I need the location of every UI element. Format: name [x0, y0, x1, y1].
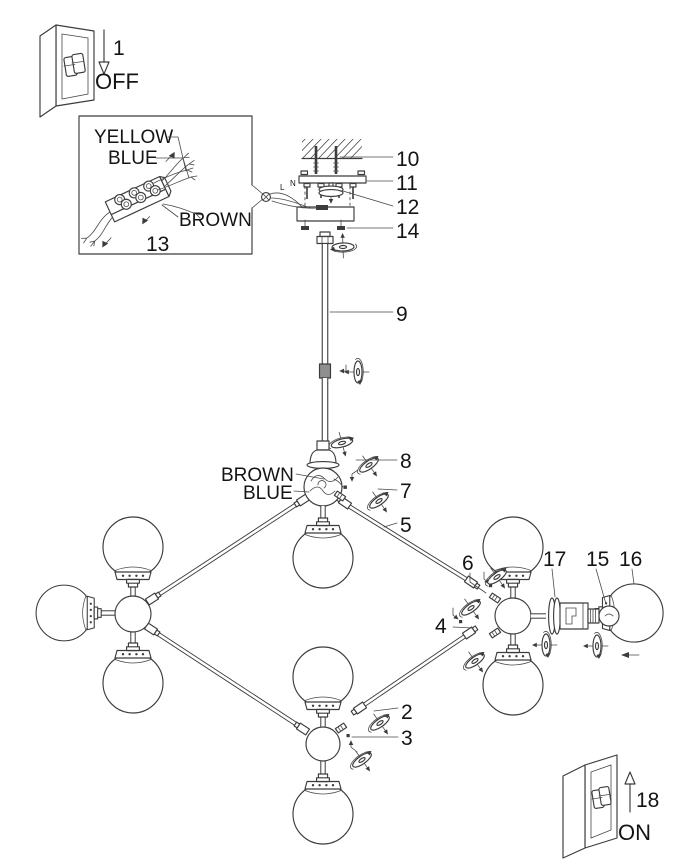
callout-14: 14: [396, 220, 420, 243]
wall-switch-on: [563, 755, 659, 858]
callout-9: 9: [396, 303, 408, 326]
canopy-wires: [270, 193, 318, 208]
left-hub: [36, 517, 163, 713]
light-bulb: [588, 606, 619, 626]
ceiling-mount: [262, 138, 370, 258]
switch-on-number: 18: [636, 789, 660, 812]
callout-15: 15: [586, 548, 610, 571]
grub-screw: [344, 486, 347, 489]
wire-label-brown: BROWN: [179, 210, 252, 231]
callout-17: 17: [543, 548, 567, 571]
hub-ball: [115, 596, 151, 632]
callout-11: 11: [396, 172, 418, 195]
top-hub: [221, 441, 398, 588]
hub-ball: [306, 727, 340, 761]
arm-top-right: [335, 495, 480, 590]
bar-end-screws: [301, 171, 365, 175]
glass-globe: [293, 647, 353, 717]
rotate-icon: [344, 358, 369, 385]
switch-on-label: ON: [618, 820, 651, 845]
grub-screw: [347, 734, 350, 737]
rotate-icon: [330, 233, 358, 259]
right-hub: [453, 517, 663, 715]
rotate-icon: [351, 449, 387, 485]
callout-5: 5: [400, 514, 412, 537]
switch-off-number: 1: [113, 37, 125, 60]
socket-flange: [549, 598, 561, 634]
hub-ball: [304, 468, 342, 506]
wall-switch-off: [40, 25, 139, 117]
grub-screw: [459, 620, 462, 623]
arm-bottom-right: [350, 625, 478, 716]
callout-12: 12: [396, 196, 420, 219]
lamp-socket: [560, 603, 588, 629]
rod-coupler: [320, 364, 331, 378]
glass-globe: [483, 645, 543, 715]
callout-10: 10: [396, 148, 420, 171]
callout-7: 7: [400, 480, 412, 503]
hub-ball: [495, 598, 531, 634]
rod-ferrule: [317, 441, 329, 450]
callout-16: 16: [619, 548, 643, 571]
arrow-down-icon: [99, 30, 109, 74]
arm-bottom-left: [144, 623, 309, 735]
hub-wire-label-blue: BLUE: [243, 483, 293, 504]
callout-3: 3: [401, 727, 413, 750]
wiring-inset-box: [65, 116, 264, 256]
wire-label-yellow: YELLOW: [94, 127, 174, 148]
screw-path: [453, 608, 458, 619]
coupler-screw-path: [340, 365, 346, 371]
callouts: [330, 148, 642, 750]
callout-4: 4: [435, 615, 447, 638]
hub-nipple: [335, 723, 346, 733]
hub-wire-label-brown: BROWN: [221, 465, 294, 486]
rotate-icon: [453, 592, 489, 628]
switch-box-side: [40, 25, 56, 117]
switch-off-label: OFF: [95, 69, 139, 94]
glass-globe: [103, 517, 163, 587]
wire-label-neutral: N: [290, 179, 296, 188]
wire-label-live: L: [280, 183, 285, 192]
bottom-hub: [293, 647, 399, 844]
rotate-icon: [344, 744, 380, 780]
inset-part-number: 13: [146, 233, 170, 256]
rod-top-connector: [317, 232, 333, 244]
glass-globe: [36, 585, 101, 641]
switch-box-side: [563, 765, 585, 858]
arm-top-left: [145, 494, 309, 605]
ground-screw-icon: [262, 193, 271, 202]
arrow-up-icon: [625, 772, 635, 812]
rotate-icon: [532, 631, 557, 658]
canopy-dome: [307, 450, 339, 468]
hub-nipple-upper: [489, 593, 500, 603]
glass-globe: [103, 643, 163, 713]
glass-globe: [293, 518, 353, 588]
callout-8: 8: [400, 450, 412, 473]
mounting-bar: [299, 176, 366, 183]
callout-2: 2: [401, 701, 413, 724]
wire-label-blue: BLUE: [108, 148, 158, 169]
hub-nipple-lower: [489, 628, 500, 638]
down-rod: [320, 244, 370, 460]
callout-6: 6: [462, 552, 474, 575]
arrow-left-icon: [621, 652, 639, 658]
rotate-icon: [583, 632, 608, 659]
ceiling-hatch: [286, 138, 370, 159]
wire-clamp: [316, 205, 328, 210]
glass-globe: [293, 774, 353, 844]
screw-path: [351, 741, 357, 752]
